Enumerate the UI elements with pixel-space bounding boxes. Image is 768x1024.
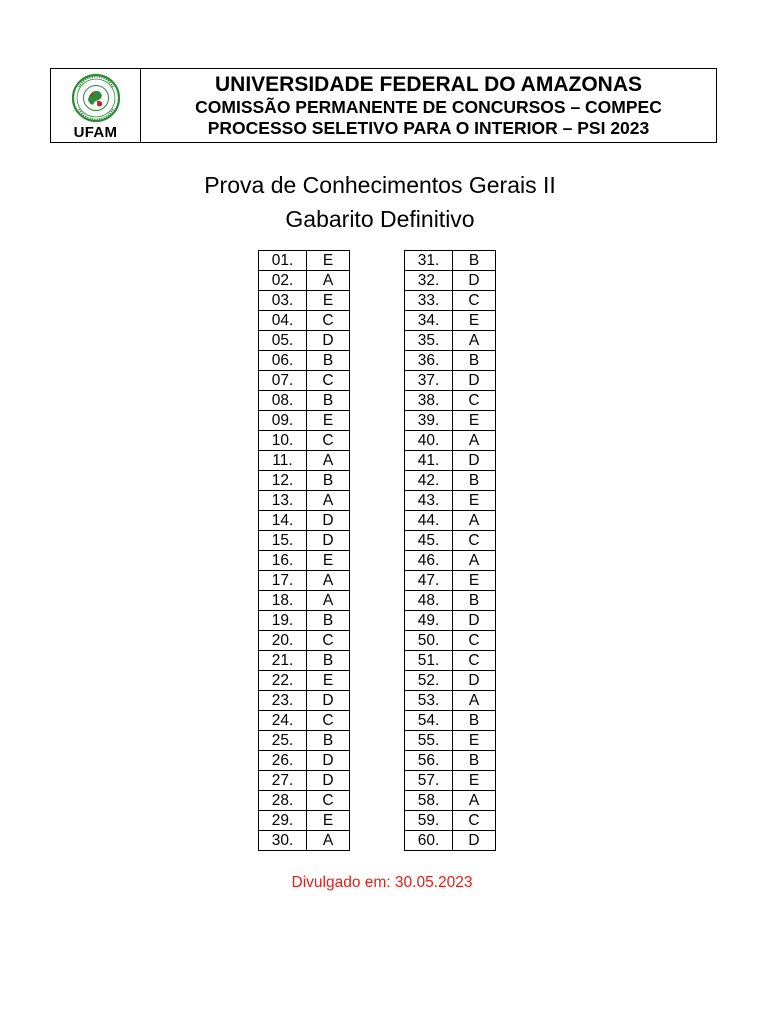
- question-number: 53.: [405, 691, 453, 711]
- question-number: 04.: [259, 311, 307, 331]
- logo-label: UFAM: [73, 124, 118, 141]
- answer-row: [259, 511, 350, 531]
- question-number: 42.: [405, 471, 453, 491]
- answer-row: [259, 771, 350, 791]
- question-number: 19.: [259, 611, 307, 631]
- answer-letter: E: [453, 571, 496, 591]
- question-number: 43.: [405, 491, 453, 511]
- answer-row: [405, 591, 496, 611]
- question-number: 33.: [405, 291, 453, 311]
- answer-row: [405, 811, 496, 831]
- answer-table-right: [404, 250, 496, 851]
- question-number: 37.: [405, 371, 453, 391]
- answer-row: [259, 471, 350, 491]
- document-header: [50, 68, 717, 143]
- answer-row: [259, 711, 350, 731]
- question-number: 09.: [259, 411, 307, 431]
- question-number: 08.: [259, 391, 307, 411]
- answer-row: [405, 431, 496, 451]
- question-number: 55.: [405, 731, 453, 751]
- question-number: 46.: [405, 551, 453, 571]
- answer-letter: A: [453, 691, 496, 711]
- answer-letter: D: [453, 371, 496, 391]
- answer-letter: B: [453, 351, 496, 371]
- question-number: 23.: [259, 691, 307, 711]
- question-number: 29.: [259, 811, 307, 831]
- university-name: UNIVERSIDADE FEDERAL DO AMAZONAS: [214, 72, 643, 96]
- question-number: 28.: [259, 791, 307, 811]
- answer-row: [405, 531, 496, 551]
- question-number: 27.: [259, 771, 307, 791]
- question-number: 06.: [259, 351, 307, 371]
- question-number: 26.: [259, 751, 307, 771]
- question-number: 10.: [259, 431, 307, 451]
- answer-letter: E: [453, 411, 496, 431]
- answer-letter: D: [307, 751, 350, 771]
- answer-row: [405, 611, 496, 631]
- question-number: 05.: [259, 331, 307, 351]
- answer-letter: D: [307, 511, 350, 531]
- answer-row: [405, 631, 496, 651]
- answer-row: [259, 371, 350, 391]
- header-titles: [141, 69, 716, 142]
- question-number: 39.: [405, 411, 453, 431]
- question-number: 56.: [405, 751, 453, 771]
- answer-row: [405, 251, 496, 271]
- answer-row: [259, 351, 350, 371]
- answer-row: [259, 691, 350, 711]
- answer-row: [259, 811, 350, 831]
- answer-letter: C: [453, 391, 496, 411]
- answer-row: [405, 351, 496, 371]
- answer-letter: C: [307, 631, 350, 651]
- question-number: 48.: [405, 591, 453, 611]
- answer-row: [405, 271, 496, 291]
- answer-row: [259, 671, 350, 691]
- question-number: 30.: [259, 831, 307, 851]
- answer-letter: C: [307, 791, 350, 811]
- university-seal-icon: [67, 73, 125, 123]
- question-number: 51.: [405, 651, 453, 671]
- answer-row: [405, 711, 496, 731]
- answer-letter: C: [453, 291, 496, 311]
- answer-letter: E: [307, 671, 350, 691]
- answer-key-title: Gabarito Definitivo: [285, 206, 475, 232]
- answer-letter: A: [453, 791, 496, 811]
- answer-row: [405, 491, 496, 511]
- question-number: 15.: [259, 531, 307, 551]
- answer-letter: E: [307, 411, 350, 431]
- answer-letter: E: [307, 811, 350, 831]
- question-number: 07.: [259, 371, 307, 391]
- answer-letter: B: [453, 711, 496, 731]
- answer-row: [405, 311, 496, 331]
- answer-row: [405, 391, 496, 411]
- answer-row: [259, 611, 350, 631]
- question-number: 03.: [259, 291, 307, 311]
- answer-row: [405, 551, 496, 571]
- answer-letter: D: [453, 611, 496, 631]
- answer-letter: D: [307, 771, 350, 791]
- question-number: 35.: [405, 331, 453, 351]
- answer-letter: A: [307, 491, 350, 511]
- answer-letter: A: [453, 511, 496, 531]
- ufam-logo: [51, 69, 141, 142]
- answer-row: [405, 411, 496, 431]
- answer-row: [405, 331, 496, 351]
- answer-row: [405, 731, 496, 751]
- answer-row: [259, 571, 350, 591]
- question-number: 11.: [259, 451, 307, 471]
- answer-letter: B: [307, 391, 350, 411]
- question-number: 17.: [259, 571, 307, 591]
- exam-title: Prova de Conhecimentos Gerais II: [204, 172, 556, 198]
- answer-letter: A: [307, 831, 350, 851]
- answer-letter: A: [453, 331, 496, 351]
- answer-letter: E: [453, 771, 496, 791]
- answer-letter: D: [453, 831, 496, 851]
- question-number: 31.: [405, 251, 453, 271]
- answer-row: [405, 511, 496, 531]
- answer-row: [259, 731, 350, 751]
- answer-letter: E: [307, 291, 350, 311]
- question-number: 12.: [259, 471, 307, 491]
- answer-letter: D: [453, 271, 496, 291]
- answer-letter: B: [307, 731, 350, 751]
- answer-letter: B: [307, 611, 350, 631]
- question-number: 02.: [259, 271, 307, 291]
- question-number: 49.: [405, 611, 453, 631]
- process-name: PROCESSO SELETIVO PARA O INTERIOR – PSI 2023: [207, 117, 650, 138]
- answer-letter: D: [453, 451, 496, 471]
- question-number: 47.: [405, 571, 453, 591]
- answer-row: [405, 571, 496, 591]
- question-number: 36.: [405, 351, 453, 371]
- answer-row: [405, 831, 496, 851]
- answer-row: [405, 651, 496, 671]
- release-date: [0, 874, 768, 892]
- answer-letter: D: [307, 691, 350, 711]
- answer-letter: B: [453, 751, 496, 771]
- answer-row: [259, 651, 350, 671]
- question-number: 20.: [259, 631, 307, 651]
- release-date-text: Divulgado em: 30.05.2023: [291, 874, 473, 891]
- question-number: 57.: [405, 771, 453, 791]
- answer-letter: A: [453, 551, 496, 571]
- answer-row: [259, 751, 350, 771]
- question-number: 59.: [405, 811, 453, 831]
- answer-letter: B: [453, 251, 496, 271]
- question-number: 24.: [259, 711, 307, 731]
- question-number: 14.: [259, 511, 307, 531]
- answer-row: [259, 271, 350, 291]
- answer-letter: C: [453, 631, 496, 651]
- answer-row: [259, 551, 350, 571]
- commission-name: COMISSÃO PERMANENTE DE CONCURSOS – COMPEC: [195, 96, 662, 117]
- answer-row: [259, 631, 350, 651]
- answer-row: [259, 591, 350, 611]
- answer-letter: C: [307, 711, 350, 731]
- answer-letter: C: [307, 431, 350, 451]
- answer-row: [259, 291, 350, 311]
- answer-letter: B: [453, 591, 496, 611]
- question-number: 32.: [405, 271, 453, 291]
- answer-letter: B: [307, 471, 350, 491]
- answer-letter: E: [453, 491, 496, 511]
- question-number: 41.: [405, 451, 453, 471]
- answer-row: [259, 831, 350, 851]
- answer-letter: A: [307, 271, 350, 291]
- question-number: 21.: [259, 651, 307, 671]
- answer-row: [259, 451, 350, 471]
- answer-row: [259, 411, 350, 431]
- answer-letter: E: [453, 311, 496, 331]
- answer-row: [405, 751, 496, 771]
- answer-letter: D: [307, 531, 350, 551]
- answer-row: [405, 471, 496, 491]
- answer-letter: C: [307, 371, 350, 391]
- answer-row: [259, 791, 350, 811]
- answer-letter: C: [453, 531, 496, 551]
- question-number: 54.: [405, 711, 453, 731]
- question-number: 40.: [405, 431, 453, 451]
- answer-row: [405, 291, 496, 311]
- answer-letter: A: [307, 591, 350, 611]
- question-number: 60.: [405, 831, 453, 851]
- answer-row: [259, 311, 350, 331]
- answer-letter: B: [307, 351, 350, 371]
- answer-row: [259, 431, 350, 451]
- answer-row: [405, 771, 496, 791]
- question-number: 01.: [259, 251, 307, 271]
- question-number: 25.: [259, 731, 307, 751]
- question-number: 18.: [259, 591, 307, 611]
- answer-letter: D: [307, 331, 350, 351]
- answer-row: [259, 331, 350, 351]
- answer-row: [259, 531, 350, 551]
- answer-letter: E: [453, 731, 496, 751]
- answer-letter: A: [307, 571, 350, 591]
- answer-row: [405, 791, 496, 811]
- question-number: 34.: [405, 311, 453, 331]
- question-number: 22.: [259, 671, 307, 691]
- answer-letter: A: [453, 431, 496, 451]
- answer-letter: B: [307, 651, 350, 671]
- answer-row: [405, 451, 496, 471]
- answer-letter: E: [307, 251, 350, 271]
- answer-letter: C: [307, 311, 350, 331]
- question-number: 52.: [405, 671, 453, 691]
- answer-letter: B: [453, 471, 496, 491]
- question-number: 16.: [259, 551, 307, 571]
- question-number: 38.: [405, 391, 453, 411]
- question-number: 50.: [405, 631, 453, 651]
- answer-row: [405, 691, 496, 711]
- answer-letter: E: [307, 551, 350, 571]
- answer-letter: C: [453, 811, 496, 831]
- answer-row: [405, 371, 496, 391]
- answer-row: [259, 491, 350, 511]
- question-number: 44.: [405, 511, 453, 531]
- answer-table-left: [258, 250, 350, 851]
- question-number: 13.: [259, 491, 307, 511]
- answer-letter: C: [453, 651, 496, 671]
- question-number: 58.: [405, 791, 453, 811]
- answer-letter: D: [453, 671, 496, 691]
- answer-letter: A: [307, 451, 350, 471]
- question-number: 45.: [405, 531, 453, 551]
- answer-row: [259, 391, 350, 411]
- answer-row: [259, 251, 350, 271]
- answer-row: [405, 671, 496, 691]
